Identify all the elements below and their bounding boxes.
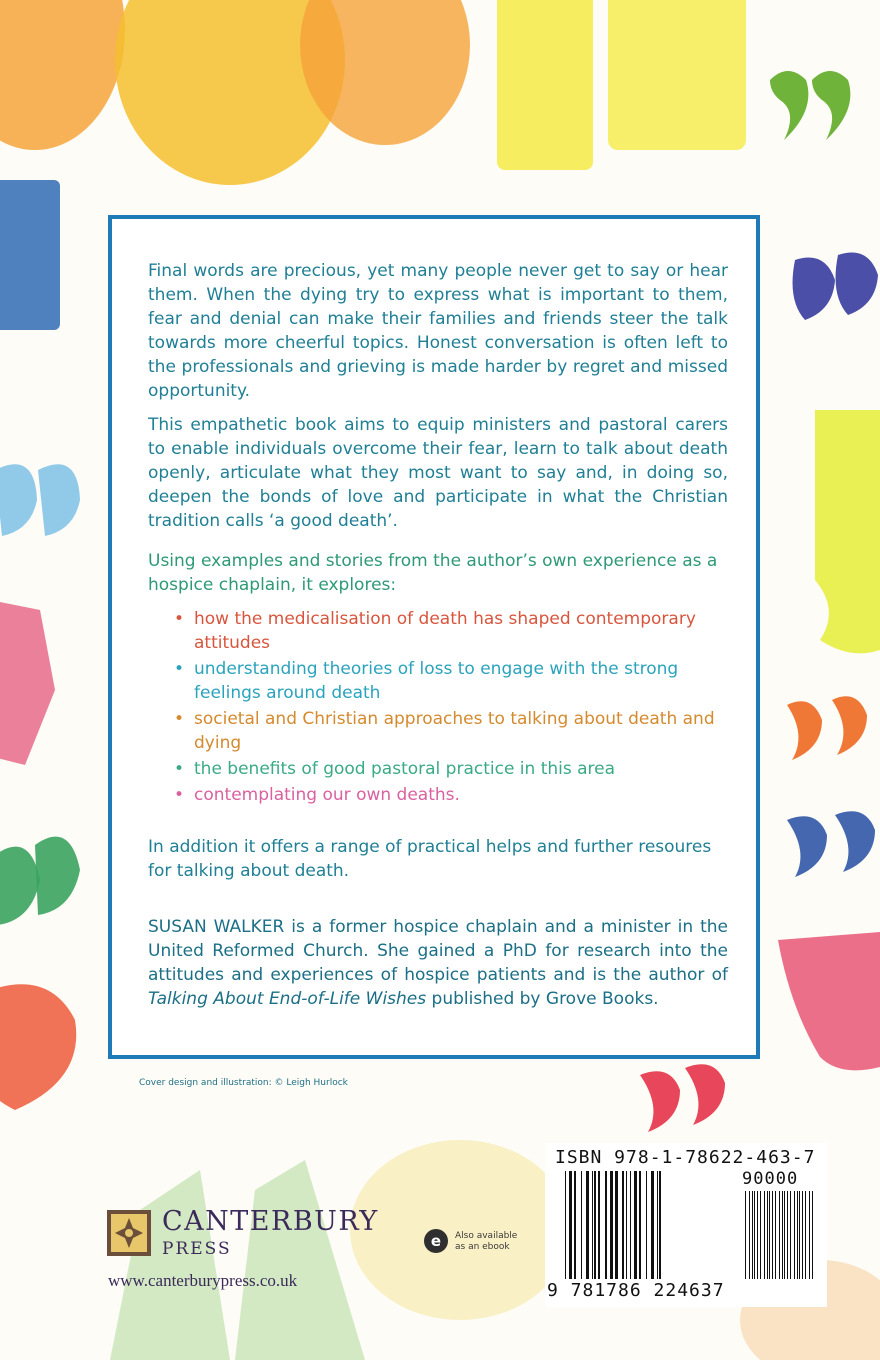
closing-paragraph: In addition it offers a range of practical helps and further resoures for talking about death.	[148, 837, 712, 881]
bullet-icon: •	[174, 609, 185, 629]
publisher-imprint: PRESS	[162, 1239, 232, 1259]
barcode-icon	[565, 1171, 735, 1281]
blurb-panel	[108, 215, 760, 1059]
explores-paragraph: Using examples and stories from the author’s own experience as a hospice chaplain, it explores:	[148, 551, 718, 595]
list-item: • understanding theories of loss to engage with the strong feelings around death	[174, 659, 679, 703]
blurb-text	[148, 259, 728, 1021]
ebook-note: Also available as an ebook	[455, 1231, 518, 1252]
isbn-number: 9 781786 224637	[547, 1280, 725, 1301]
addon-barcode-icon	[745, 1191, 823, 1281]
author-bio: SUSAN WALKER is a former hospice chaplain and a minister in the United Reformed Church. She gained a PhD for research into the attitudes and experiences of hospice patients and is the author of Talking About End-of-Life Wishes published by Grove Books.	[148, 917, 728, 1009]
list-item: • contemplating our own deaths.	[174, 785, 460, 805]
isbn-label: ISBN 978-1-78622-463-7	[555, 1147, 816, 1168]
price-code: 90000	[742, 1169, 799, 1189]
barcode-block	[545, 1143, 827, 1307]
canterbury-logo-icon	[107, 1210, 151, 1256]
svg-text:e: e	[430, 1232, 442, 1250]
bullet-icon: •	[174, 709, 185, 729]
bullet-icon: •	[174, 659, 185, 679]
topic-list	[148, 607, 728, 807]
list-item: • societal and Christian approaches to talking about death and dying	[174, 709, 715, 753]
bullet-icon: •	[174, 785, 185, 805]
intro-paragraph: Final words are precious, yet many people never get to say or hear them. When the dying try to express what is important to them, fear and denial can make their families and friends steer the talk towards more cheerful topics. Honest conversation is often left to the professionals and grieving is made harder by regret and missed opportunity.	[148, 261, 728, 401]
related-book-title: Talking About End-of-Life Wishes	[148, 989, 427, 1009]
list-item: • how the medicalisation of death has shaped contemporary attitudes	[174, 609, 696, 653]
publisher-name: CANTERBURY	[162, 1206, 379, 1237]
bullet-icon: •	[174, 759, 185, 779]
list-item: • the benefits of good pastoral practice in this area	[174, 759, 616, 779]
publisher-url[interactable]: www.canterburypress.co.uk	[108, 1271, 298, 1290]
cover-credit: Cover design and illustration: © Leigh Hurlock	[139, 1078, 348, 1088]
ebook-icon	[423, 1228, 449, 1254]
aim-paragraph: This empathetic book aims to equip ministers and pastoral carers to enable individuals overcome their fear, learn to talk about death openly, articulate what they most want to say and, in doing so, deepen the bonds of love and participate in what the Christian tradition calls ‘a good death’.	[148, 415, 728, 531]
